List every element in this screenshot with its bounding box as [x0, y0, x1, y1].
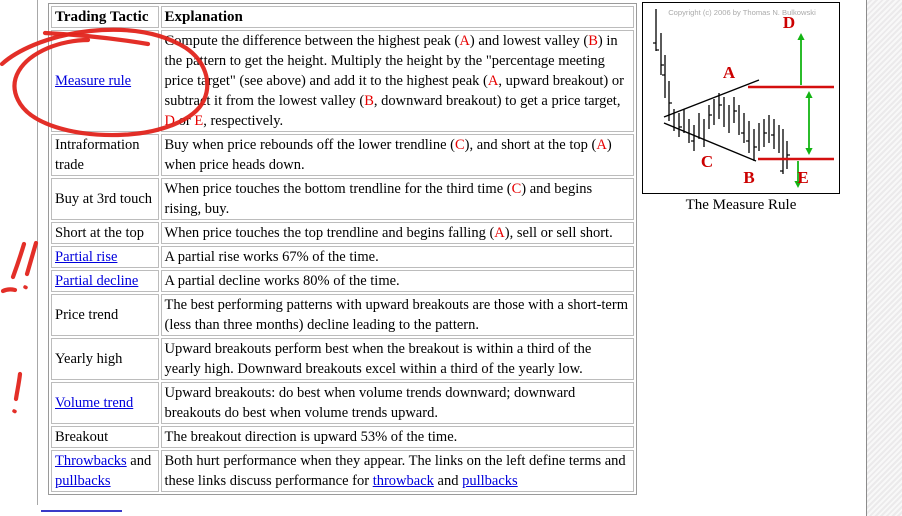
text-run: A partial rise works 67% of the time.	[164, 249, 379, 265]
text-run: , upward breakout) or subtract it from the lowest valley (	[164, 73, 624, 109]
chart-point-letter: B	[588, 33, 598, 49]
tactic-cell	[51, 246, 159, 268]
text-run: ) and lowest valley (	[469, 33, 589, 49]
left-vertical-rule	[37, 0, 38, 505]
tactic-cell	[51, 450, 159, 492]
text-run: Upward breakouts: do best when volume trends downward; downward breakouts do best when volume trends upward.	[164, 385, 576, 421]
link-pullbacks[interactable]: pullbacks	[462, 473, 518, 489]
measure-rule-chart	[642, 2, 840, 194]
table-row-7	[51, 338, 634, 380]
table-row-0	[51, 30, 634, 132]
text-run: , respectively.	[203, 113, 284, 129]
chart-canvas	[643, 3, 839, 193]
chart-point-letter: B	[364, 93, 374, 109]
text-run: The best performing patterns with upward breakouts are those with a short-term (less than three months) decline leading to the pattern.	[164, 297, 628, 333]
text-run: Upward breakouts perform best when the breakout is within a third of the yearly high. Downward breakouts excel within a third of the yearly low.	[164, 341, 592, 377]
tactic-cell	[51, 134, 159, 176]
link-partial-decline[interactable]: Partial decline	[55, 273, 139, 289]
explanation-cell	[161, 294, 634, 336]
single-exclaim-stroke	[16, 374, 20, 399]
chart-label-D: D	[782, 13, 796, 32]
dot-1	[25, 287, 26, 288]
text-run: ), sell or sell short.	[504, 225, 613, 241]
column-header-explanation: Explanation	[161, 6, 634, 28]
chart-point-letter: A	[459, 33, 470, 49]
cutoff-link-underline[interactable]	[41, 510, 122, 512]
text-run: Both hurt performance when they appear. The links on the left define terms and these links discuss performance for	[164, 453, 626, 489]
chart-label-E: E	[797, 168, 809, 187]
chart-point-letter: D	[164, 113, 175, 129]
chart-point-letter: E	[194, 113, 204, 129]
text-run: , downward breakout) to get a price target,	[373, 93, 621, 109]
tactic-cell	[51, 382, 159, 424]
chart-caption: The Measure Rule	[685, 197, 797, 213]
explanation-cell	[161, 450, 634, 492]
dot-2	[14, 411, 15, 412]
link-partial-rise[interactable]: Partial rise	[55, 249, 118, 265]
explanation-cell	[161, 178, 634, 220]
explanation-cell	[161, 246, 634, 268]
text-run: Breakout	[55, 429, 109, 445]
tactic-cell	[51, 30, 159, 132]
table-row-3	[51, 222, 634, 244]
text-run: Yearly high	[55, 351, 123, 367]
text-run: Compute the difference between the highest peak (	[164, 33, 460, 49]
double-exclaim-stroke-1	[13, 244, 24, 277]
underline-dash	[3, 289, 15, 291]
text-run: Buy when price rebounds off the lower trendline (	[164, 137, 455, 153]
trading-tactics-table	[48, 3, 637, 495]
table-row-5	[51, 270, 634, 292]
chart-point-letter: A	[596, 137, 607, 153]
chart-label-C: C	[700, 152, 714, 171]
explanation-cell	[161, 426, 634, 448]
chart-label-B: B	[743, 168, 755, 187]
text-run: When price touches the top trendline and begins falling (	[164, 225, 495, 241]
text-run: ) when price heads down.	[164, 137, 612, 173]
text-run: and	[433, 473, 463, 489]
table-row-1	[51, 134, 634, 176]
table-row-4	[51, 246, 634, 268]
text-run: A partial decline works 80% of the time.	[164, 273, 400, 289]
chart-point-letter: A	[487, 73, 499, 89]
upper-trendline	[664, 80, 759, 117]
link-throwbacks[interactable]: Throwbacks	[55, 453, 127, 469]
chart-point-letter: C	[454, 137, 465, 153]
chart-point-letter: A	[494, 225, 505, 241]
column-header-trading-tactic: Trading Tactic	[51, 6, 159, 28]
chart-point-letter: C	[511, 181, 522, 197]
text-run: ) in the pattern to get the height. Multiply the height by the "percentage meeting price target" (see above) and add it to the highest peak (	[164, 33, 618, 89]
link-volume-trend[interactable]: Volume trend	[55, 395, 134, 411]
chart-label-A: A	[722, 63, 736, 82]
height-arrow-head-up	[805, 91, 812, 98]
text-run: and	[126, 453, 152, 469]
text-run: ), and short at the top (	[464, 137, 597, 153]
tactic-cell	[51, 222, 159, 244]
explanation-cell	[161, 382, 634, 424]
tactic-cell	[51, 270, 159, 292]
tactic-cell	[51, 426, 159, 448]
explanation-cell	[161, 30, 634, 132]
tactic-cell	[51, 178, 159, 220]
arrow-to-D-head-up	[797, 33, 804, 40]
text-run: The breakout direction is upward 53% of the time.	[164, 429, 458, 445]
text-run: Intraformation trade	[55, 137, 140, 173]
text-run: or	[175, 113, 195, 129]
explanation-cell	[161, 134, 634, 176]
table-header-row	[51, 6, 634, 28]
double-exclaim-stroke-2	[27, 243, 36, 274]
table-row-8	[51, 382, 634, 424]
table-row-10	[51, 450, 634, 492]
link-measure-rule[interactable]: Measure rule	[55, 73, 132, 89]
tactic-cell	[51, 294, 159, 336]
table-row-6	[51, 294, 634, 336]
explanation-cell	[161, 338, 634, 380]
table-row-9	[51, 426, 634, 448]
text-run: Short at the top	[55, 225, 145, 241]
text-run: Buy at 3rd touch	[55, 191, 153, 207]
link-throwback[interactable]: throwback	[372, 473, 434, 489]
explanation-cell	[161, 270, 634, 292]
height-arrow-head-down	[805, 148, 812, 155]
text-run: When price touches the bottom trendline for the third time (	[164, 181, 512, 197]
table-row-2	[51, 178, 634, 220]
tactic-cell	[51, 338, 159, 380]
link-pullbacks[interactable]: pullbacks	[55, 473, 111, 489]
chart-copyright: Copyright (c) 2006 by Thomas N. Bulkowski	[668, 8, 816, 17]
explanation-cell	[161, 222, 634, 244]
desktop-background-strip	[866, 0, 902, 516]
text-run: ) and begins rising, buy.	[164, 181, 593, 217]
text-run: Price trend	[55, 307, 119, 323]
